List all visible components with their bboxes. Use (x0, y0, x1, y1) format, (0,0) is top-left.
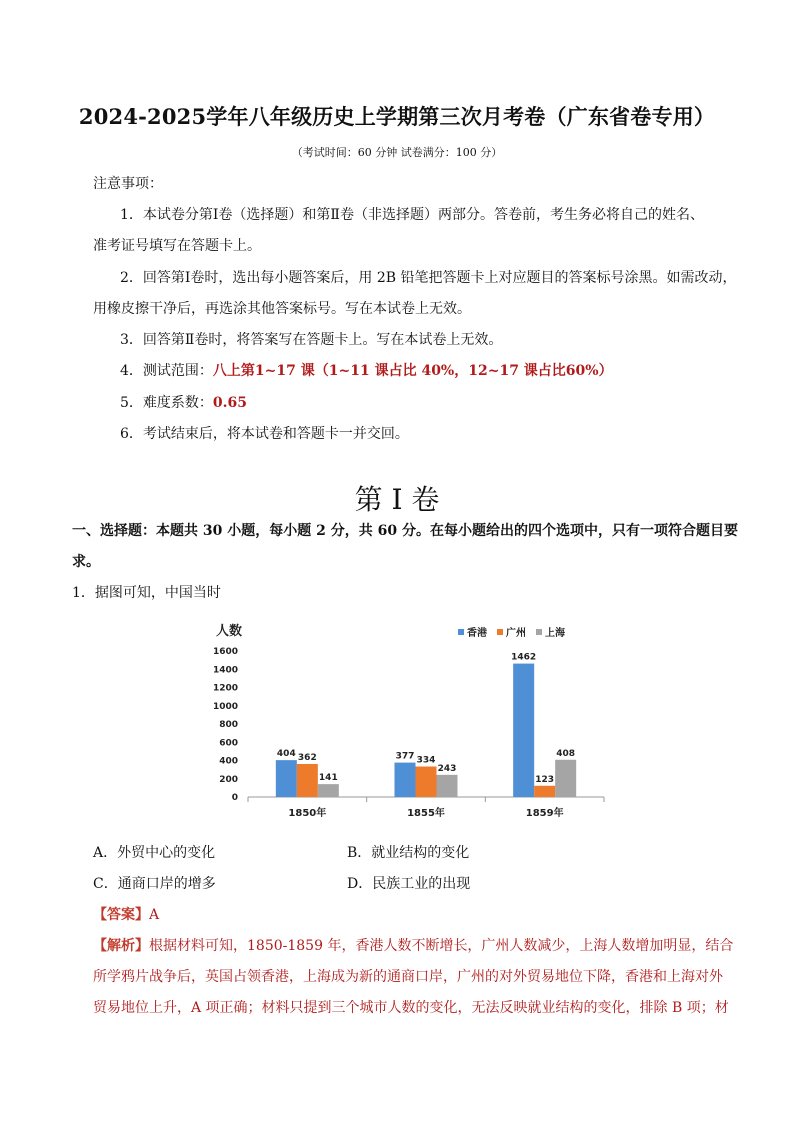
data-label: 404 (276, 749, 296, 760)
test-scope: 八上第1~17 课（1~11 课占比 40%，12~17 课占比60%） (212, 363, 613, 379)
legend-label: 上海 (545, 628, 565, 639)
y-tick-label: 1000 (212, 701, 238, 712)
bar (534, 786, 555, 797)
option-a: A．外贸中心的变化 (93, 845, 216, 861)
y-tick-label: 800 (219, 720, 238, 730)
note-3: 3．回答第Ⅱ卷时，将答案写在答题卡上。写在本试卷上无效。 (120, 332, 503, 348)
chart-svg (208, 618, 608, 824)
bar (318, 784, 339, 797)
x-tick-label: 1859年 (525, 808, 564, 819)
note-2-line-2: 用橡皮擦干净后，再选涂其他答案标号。写在本试卷上无效。 (93, 301, 471, 317)
legend-swatch (536, 629, 542, 635)
note-4-prefix: 4．测试范围： (120, 363, 213, 379)
notes-heading: 注意事项： (93, 176, 163, 192)
analysis-label: 【解析】 (93, 938, 149, 954)
option-c: C．通商口岸的增多 (93, 876, 216, 892)
data-label: 123 (535, 774, 555, 785)
difficulty-value: 0.65 (212, 395, 248, 411)
legend-swatch (458, 629, 464, 635)
data-label: 377 (395, 751, 415, 762)
y-axis-label: 人数 (216, 624, 243, 639)
y-tick-label: 400 (219, 756, 238, 767)
section-instruction-line-2: 求。 (72, 554, 100, 570)
analysis-line-2: 所学鸦片战争后，英国占领香港，上海成为新的通商口岸，广州的对外贸易地位下降，香港和上海对外 (93, 969, 723, 985)
x-tick-label: 1850年 (288, 808, 327, 819)
section-title: 第 I 卷 (354, 483, 440, 516)
data-label: 141 (318, 773, 338, 784)
x-tick-label: 1855年 (407, 808, 445, 819)
paper-subtitle: （考试时间：60 分钟 试卷满分：100 分） (291, 146, 503, 159)
note-2-line-1: 2．回答第Ⅰ卷时，选出每小题答案后，用 2B 铅笔把答题卡上对应题目的答案标号涂黑。如需改动， (120, 270, 737, 286)
note-1-line-1: 1．本试卷分第Ⅰ卷（选择题）和第Ⅱ卷（非选择题）两部分。答卷前，考生务必将自己的姓名、 (120, 207, 704, 223)
data-label: 408 (556, 748, 576, 759)
answer-line (93, 905, 159, 925)
answer-label: 【答案】 (93, 907, 149, 923)
option-b: B．就业结构的变化 (347, 845, 470, 861)
note-5 (120, 393, 247, 413)
paper-title: 2024-2025学年八年级历史上学期第三次月考卷（广东省卷专用） (78, 104, 716, 129)
answer-value: A (149, 907, 160, 923)
y-tick-label: 200 (219, 774, 238, 785)
legend-swatch (497, 629, 503, 635)
y-tick-label: 600 (219, 738, 238, 749)
option-d: D．民族工业的出现 (347, 876, 471, 892)
analysis-line-1 (93, 936, 733, 956)
bar (416, 767, 437, 797)
note-4 (120, 361, 613, 381)
data-label: 362 (297, 752, 317, 763)
y-tick-label: 1600 (212, 647, 238, 657)
population-bar-chart (208, 618, 608, 828)
bar (513, 664, 534, 797)
bar (437, 775, 458, 797)
question-1-stem: 1．据图可知，中国当时 (72, 585, 221, 601)
data-label: 1462 (511, 652, 537, 663)
y-tick-label: 1400 (212, 665, 238, 676)
bar (297, 764, 318, 797)
note-1-line-2: 准考证号填写在答题卡上。 (93, 238, 261, 254)
legend-label: 香港 (467, 628, 487, 639)
bar (395, 763, 416, 797)
data-label: 243 (437, 763, 457, 774)
section-instruction-line-1: 一、选择题：本题共 30 小题，每小题 2 分，共 60 分。在每小题给出的四个选项中，只有一项符合题目要 (72, 523, 738, 539)
bar (555, 760, 576, 797)
analysis-text-1: 根据材料可知，1850-1859 年，香港人数不断增长，广州人数减少，上海人数增加明显，结合 (149, 938, 734, 954)
analysis-line-3: 贸易地位上升，A 项正确；材料只提到三个城市人数的变化，无法反映就业结构的变化，排除 B 项；材 (93, 1000, 729, 1016)
note-5-prefix: 5．难度系数： (120, 395, 213, 411)
legend-label: 广州 (506, 628, 526, 639)
y-tick-label: 1200 (212, 683, 238, 694)
bar (276, 760, 297, 797)
data-label: 334 (416, 755, 436, 766)
y-tick-label: 0 (231, 793, 238, 803)
note-6: 6．考试结束后，将本试卷和答题卡一并交回。 (120, 426, 409, 442)
